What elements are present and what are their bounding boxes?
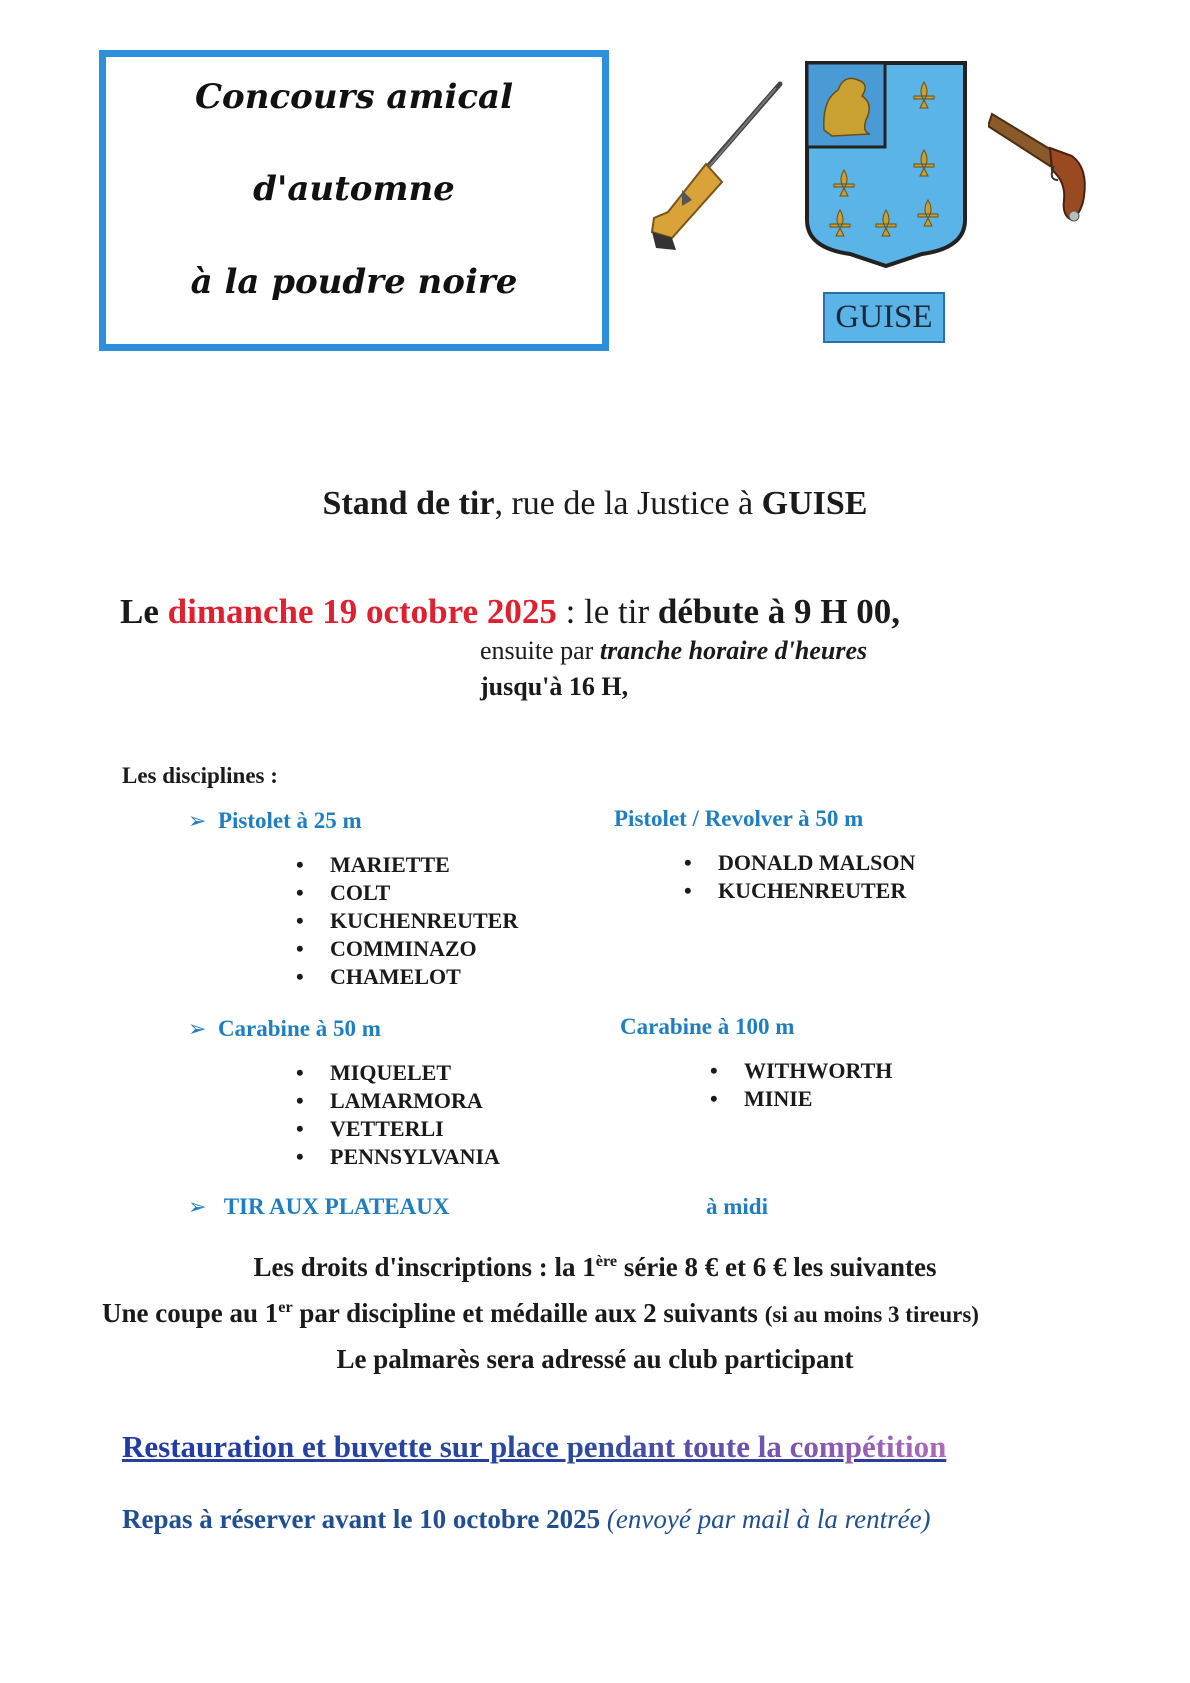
date-le: Le	[120, 592, 159, 631]
pistol25-label: Pistolet à 25 m	[217, 808, 362, 833]
rifle100-list	[710, 1057, 892, 1113]
rifle100-label: Carabine à 100 m	[620, 1014, 795, 1039]
rifle50-list	[296, 1059, 500, 1171]
list-item: • MINIE	[710, 1085, 892, 1113]
prize-a: Une coupe au 1	[102, 1298, 279, 1328]
rifle-illustration	[648, 78, 788, 258]
fees-line	[0, 1252, 1190, 1283]
pistol25-list	[296, 851, 518, 991]
prize-sup: er	[278, 1298, 293, 1316]
pistol50-heading	[614, 806, 863, 832]
pistol25-heading	[188, 808, 362, 834]
prize-b: par discipline et médaille aux 2 suivants	[292, 1298, 765, 1328]
schedule-italic: tranche horaire d'heures	[599, 636, 868, 665]
list-item: • CHAMELOT	[296, 963, 518, 991]
disciplines-heading: Les disciplines :	[122, 763, 278, 788]
results-line: Le palmarès sera adressé au club participant	[336, 1344, 854, 1374]
pistol50-list	[684, 849, 915, 905]
title-line-2: d'automne	[253, 169, 455, 209]
schedule-then: ensuite par	[480, 636, 600, 665]
plates-heading	[188, 1194, 449, 1220]
arrow-icon: ➢	[188, 1016, 207, 1041]
list-item: • PENNSYLVANIA	[296, 1143, 500, 1171]
arrow-icon: ➢	[188, 1194, 207, 1219]
list-item: • COLT	[296, 879, 518, 907]
list-item: • MARIETTE	[296, 851, 518, 879]
date-line	[120, 592, 900, 632]
plates-time: à midi	[706, 1194, 768, 1219]
fees-sup: ère	[595, 1252, 618, 1270]
title-line-1: Concours amical	[194, 77, 514, 117]
pistol-illustration	[988, 108, 1098, 226]
date-start: débute à 9 H 00,	[657, 592, 901, 631]
rifle50-label: Carabine à 50 m	[217, 1016, 381, 1041]
prize-c: (si au moins 3 tireurs)	[764, 1302, 979, 1327]
rifle50-heading	[188, 1016, 381, 1042]
venue-line	[0, 485, 1190, 523]
list-item: • DONALD MALSON	[684, 849, 915, 877]
list-item: • KUCHENREUTER	[296, 907, 518, 935]
meal-note: (envoyé par mail à la rentrée)	[600, 1504, 931, 1534]
schedule-line	[480, 636, 867, 666]
list-item: • MIQUELET	[296, 1059, 500, 1087]
arrow-icon: ➢	[188, 808, 207, 833]
date-day: dimanche 19 octobre 2025	[167, 592, 557, 631]
fees-b: série 8 € et 6 € les suivantes	[617, 1252, 937, 1282]
title-frame	[99, 50, 609, 351]
catering-text: Restauration et buvette sur place pendant toute la compétition	[122, 1429, 947, 1464]
coat-of-arms-icon	[804, 60, 968, 270]
venue-bold: Stand de tir	[322, 485, 495, 522]
rifle100-heading	[620, 1014, 794, 1040]
date-sep: : le tir	[556, 592, 658, 631]
list-item: • LAMARMORA	[296, 1087, 500, 1115]
plates-label: TIR AUX PLATEAUX	[223, 1194, 450, 1219]
meal-line	[122, 1504, 931, 1535]
list-item: • WITHWORTH	[710, 1057, 892, 1085]
fees-a: Les droits d'inscriptions : la 1	[253, 1252, 596, 1282]
town-badge: GUISE	[823, 292, 945, 343]
catering-line	[122, 1429, 946, 1465]
title-line-3: à la poudre noire	[190, 262, 518, 302]
list-item: • COMMINAZO	[296, 935, 518, 963]
venue-town: GUISE	[761, 485, 868, 522]
venue-middle: , rue de la Justice à	[494, 485, 762, 522]
pistol50-label: Pistolet / Revolver à 50 m	[614, 806, 864, 831]
schedule-until: jusqu'à 16 H,	[480, 672, 629, 701]
list-item: • VETTERLI	[296, 1115, 500, 1143]
list-item: • KUCHENREUTER	[684, 877, 915, 905]
prize-line	[102, 1298, 979, 1329]
meal-main: Repas à réserver avant le 10 octobre 2025	[122, 1504, 601, 1534]
